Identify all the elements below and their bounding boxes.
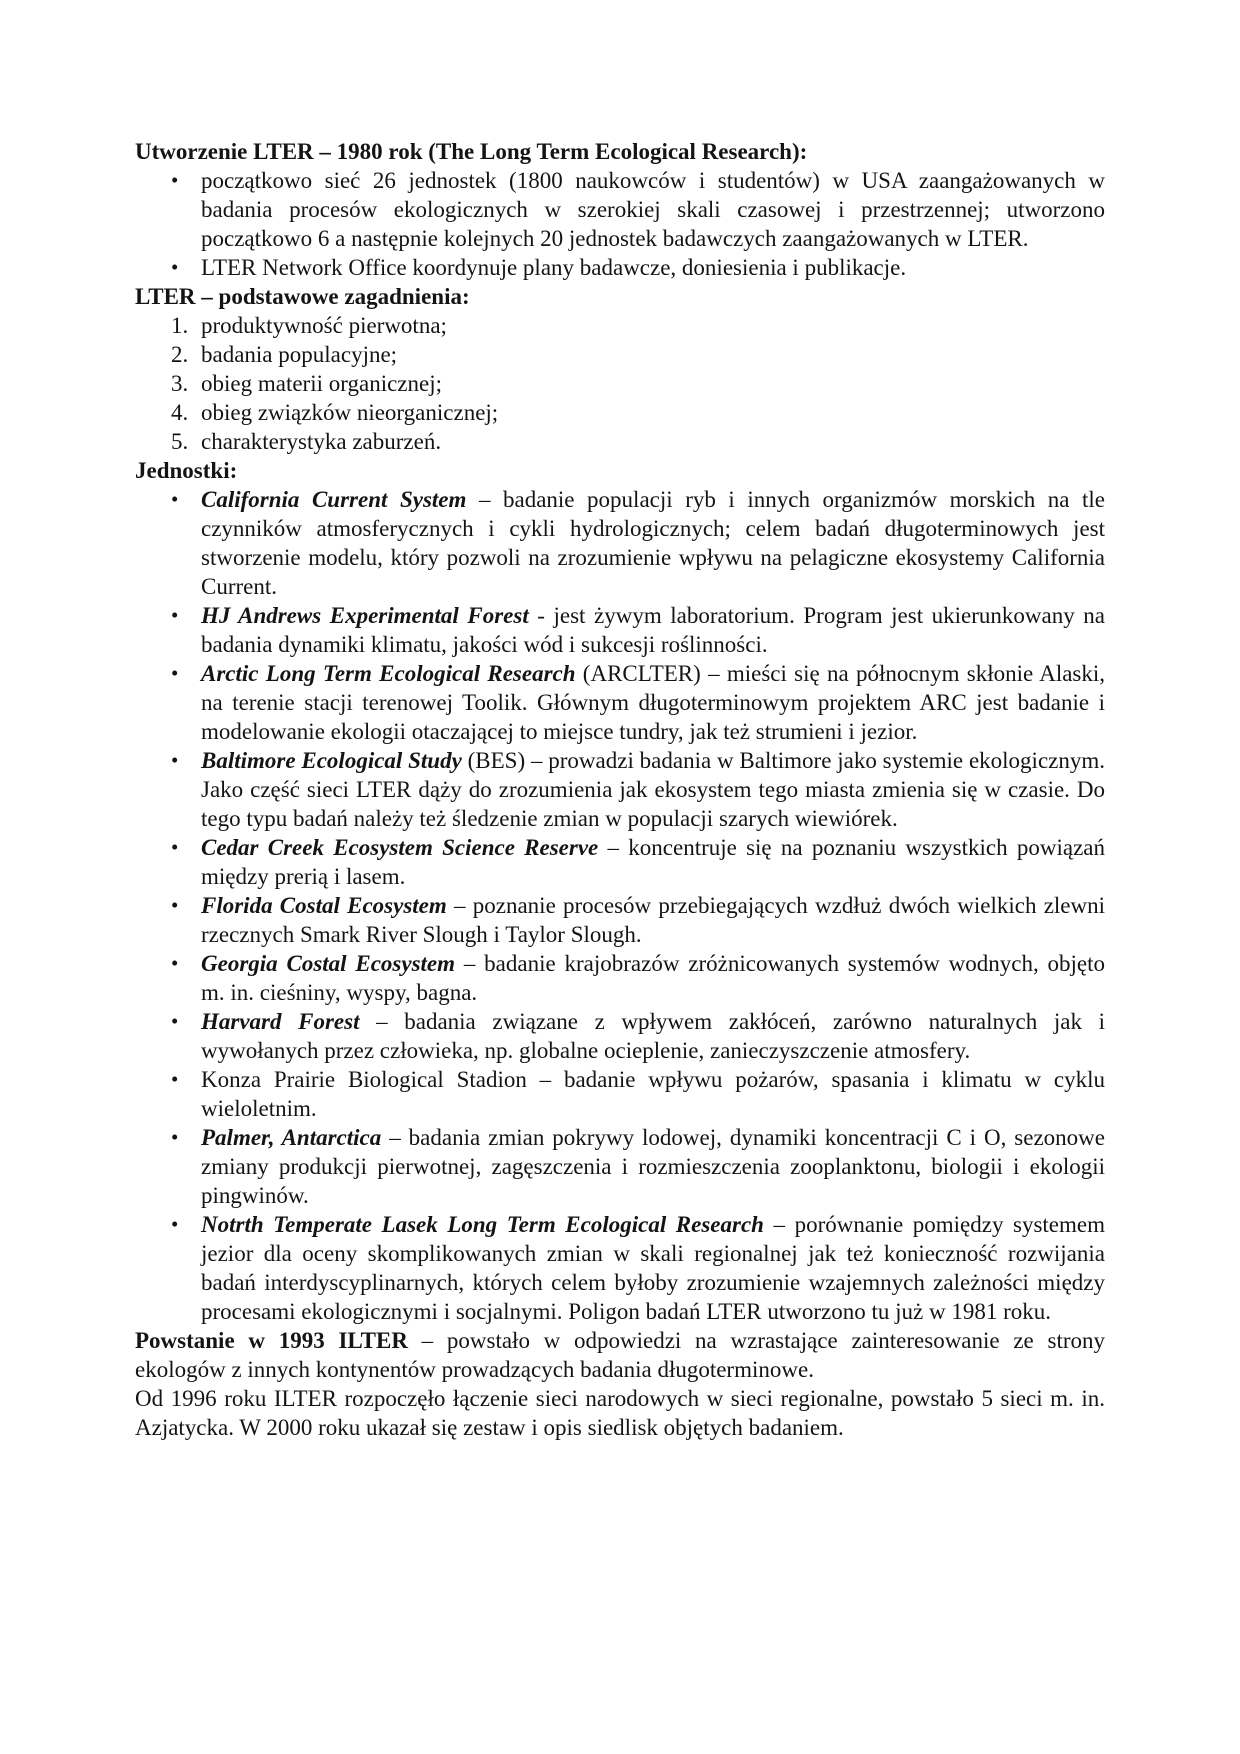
intro-bullet-item	[135, 253, 1105, 282]
topic-text: badania populacyjne;	[201, 342, 398, 367]
unit-name: Florida Costal Ecosystem	[201, 893, 447, 918]
unit-item	[135, 485, 1105, 601]
unit-description: – badanie krajobrazów zróżnicowanych systemów wodnych, objęto m. in. cieśniny, wyspy, bagna.	[201, 951, 1105, 1005]
units-heading: Jednostki:	[135, 458, 238, 483]
unit-description: – porównanie pomiędzy systemem jezior dla oceny skomplikowanych zmian w skali regionalnej jak też konieczność rozwijania badań interdyscyplinarnych, których celem byłoby zrozumienie wzajemnych zależności między procesami ekologicznymi i socjalnymi. Poligon badań LTER utworzono tu już w 1981 roku.	[201, 1212, 1105, 1324]
closing-paragraph-bold: Powstanie w 1993 ILTER	[135, 1328, 408, 1353]
unit-text	[201, 1125, 1105, 1208]
unit-text	[201, 603, 1105, 657]
unit-item	[135, 601, 1105, 659]
unit-description: – poznanie procesów przebiegających wzdłuż dwóch wielkich zlewni rzecznych Smark River Slough i Taylor Slough.	[201, 893, 1105, 947]
unit-item	[135, 1210, 1105, 1326]
closing-paragraph	[135, 1326, 1105, 1384]
bullet-icon: •	[171, 603, 179, 627]
topic-text: produktywność pierwotna;	[201, 313, 447, 338]
unit-name: Harvard Forest	[201, 1009, 360, 1034]
topic-number: 2.	[171, 342, 189, 367]
topic-item	[135, 311, 1105, 340]
topic-item	[135, 398, 1105, 427]
unit-text	[201, 951, 1105, 1005]
unit-description: – badanie populacji ryb i innych organizmów morskich na tle czynników atmosferycznych i cykli hydrologicznych; celem badań długoterminowych jest stworzenie modelu, który pozwoli na zrozumienie wpływu na pelagiczne ekosystemy California Current.	[201, 487, 1105, 599]
topic-item	[135, 369, 1105, 398]
topic-item	[135, 340, 1105, 369]
topic-number: 4.	[171, 400, 189, 425]
document-title: Utworzenie LTER – 1980 rok (The Long Term Ecological Research):	[135, 139, 808, 164]
unit-name: Cedar Creek Ecosystem Science Reserve	[201, 835, 599, 860]
topic-text: charakterystyka zaburzeń.	[201, 429, 442, 454]
unit-name: Georgia Costal Ecosystem	[201, 951, 456, 976]
bullet-icon: •	[171, 168, 179, 192]
topic-text: obieg związków nieorganicznej;	[201, 400, 499, 425]
unit-description: (ARCLTER) – mieści się na północnym skłonie Alaski, na terenie stacji terenowej Toolik. Głównym długoterminowym projektem ARC jest badanie i modelowanie ekologii otaczającej to miejsce tundry, jak też strumieni i jezior.	[201, 661, 1106, 744]
unit-item	[135, 1065, 1105, 1123]
unit-description: – badania zmian pokrywy lodowej, dynamiki koncentracji C i O, sezonowe zmiany produkcji pierwotnej, zagęszczenia i rozmieszczenia zooplanktonu, biologii i ekologii pingwinów.	[201, 1125, 1105, 1208]
unit-text	[201, 1067, 1105, 1121]
bullet-icon: •	[171, 661, 179, 685]
unit-text	[201, 748, 1105, 831]
intro-bullet-text: LTER Network Office koordynuje plany badawcze, doniesienia i publikacje.	[201, 255, 907, 280]
unit-item	[135, 949, 1105, 1007]
unit-description: – koncentruje się na poznaniu wszystkich powiązań między prerią i lasem.	[201, 835, 1105, 889]
bullet-icon: •	[171, 487, 179, 511]
bullet-icon: •	[171, 893, 179, 917]
topic-item	[135, 427, 1105, 456]
unit-item	[135, 891, 1105, 949]
bullet-icon: •	[171, 255, 179, 279]
bullet-icon: •	[171, 1067, 179, 1091]
closing-paragraph-text: – powstało w odpowiedzi na wzrastające zainteresowanie ze strony ekologów z innych kontynentów prowadzących badania długoterminowe.	[135, 1328, 1105, 1382]
bullet-icon: •	[171, 951, 179, 975]
closing-paragraph	[135, 1384, 1105, 1442]
unit-description: - jest żywym laboratorium. Program jest ukierunkowany na badania dynamiki klimatu, jakości wód i sukcesji roślinności.	[201, 603, 1105, 657]
topics-heading: LTER – podstawowe zagadnienia:	[135, 284, 470, 309]
unit-text	[201, 893, 1105, 947]
unit-item	[135, 833, 1105, 891]
closing-paragraph-text: Od 1996 roku ILTER rozpoczęło łączenie sieci narodowych w sieci regionalne, powstało 5 sieci m. in. Azjatycka. W 2000 roku ukazał się zestaw i opis siedlisk objętych badaniem.	[135, 1386, 1105, 1440]
topic-number: 3.	[171, 371, 189, 396]
unit-name: HJ Andrews Experimental Forest	[201, 603, 529, 628]
unit-text	[201, 487, 1105, 599]
unit-text	[201, 1009, 1105, 1063]
unit-description: – badania związane z wpływem zakłóceń, zarówno naturalnych jak i wywołanych przez człowieka, np. globalne ocieplenie, zanieczyszczenie atmosfery.	[201, 1009, 1105, 1063]
unit-description: – badanie wpływu pożarów, spasania i klimatu w cyklu wieloletnim.	[201, 1067, 1105, 1121]
topic-number: 1.	[171, 313, 189, 338]
unit-name: Palmer, Antarctica	[201, 1125, 382, 1150]
unit-description: (BES) – prowadzi badania w Baltimore jako systemie ekologicznym. Jako część sieci LTER dąży do zrozumienia jak ekosystem tego miasta zmienia się w czasie. Do tego typu badań należy też śledzenie zmian w populacji szarych wiewiórek.	[201, 748, 1106, 831]
bullet-icon: •	[171, 1125, 179, 1149]
topic-number: 5.	[171, 429, 189, 454]
bullet-icon: •	[171, 1009, 179, 1033]
unit-text	[201, 835, 1105, 889]
intro-bullet-text: początkowo sieć 26 jednostek (1800 naukowców i studentów) w USA zaangażowanych w badania procesów ekologicznych w szerokiej skali czasowej i przestrzennej; utworzono początkowo 6 a następnie kolejnych 20 jednostek badawczych zaangażowanych w LTER.	[201, 168, 1105, 251]
unit-name: Baltimore Ecological Study	[201, 748, 462, 773]
unit-item	[135, 1007, 1105, 1065]
unit-item	[135, 746, 1105, 833]
unit-item	[135, 1123, 1105, 1210]
unit-text	[201, 661, 1105, 744]
bullet-icon: •	[171, 748, 179, 772]
unit-item	[135, 659, 1105, 746]
intro-bullet-item	[135, 166, 1105, 253]
unit-name: Notrth Temperate Lasek Long Term Ecological Research	[201, 1212, 764, 1237]
bullet-icon: •	[171, 1212, 179, 1236]
unit-name: California Current System	[201, 487, 467, 512]
unit-name: Arctic Long Term Ecological Research	[201, 661, 576, 686]
topic-text: obieg materii organicznej;	[201, 371, 442, 396]
unit-name: Konza Prairie Biological Stadion	[201, 1067, 527, 1092]
bullet-icon: •	[171, 835, 179, 859]
unit-text	[201, 1212, 1105, 1324]
